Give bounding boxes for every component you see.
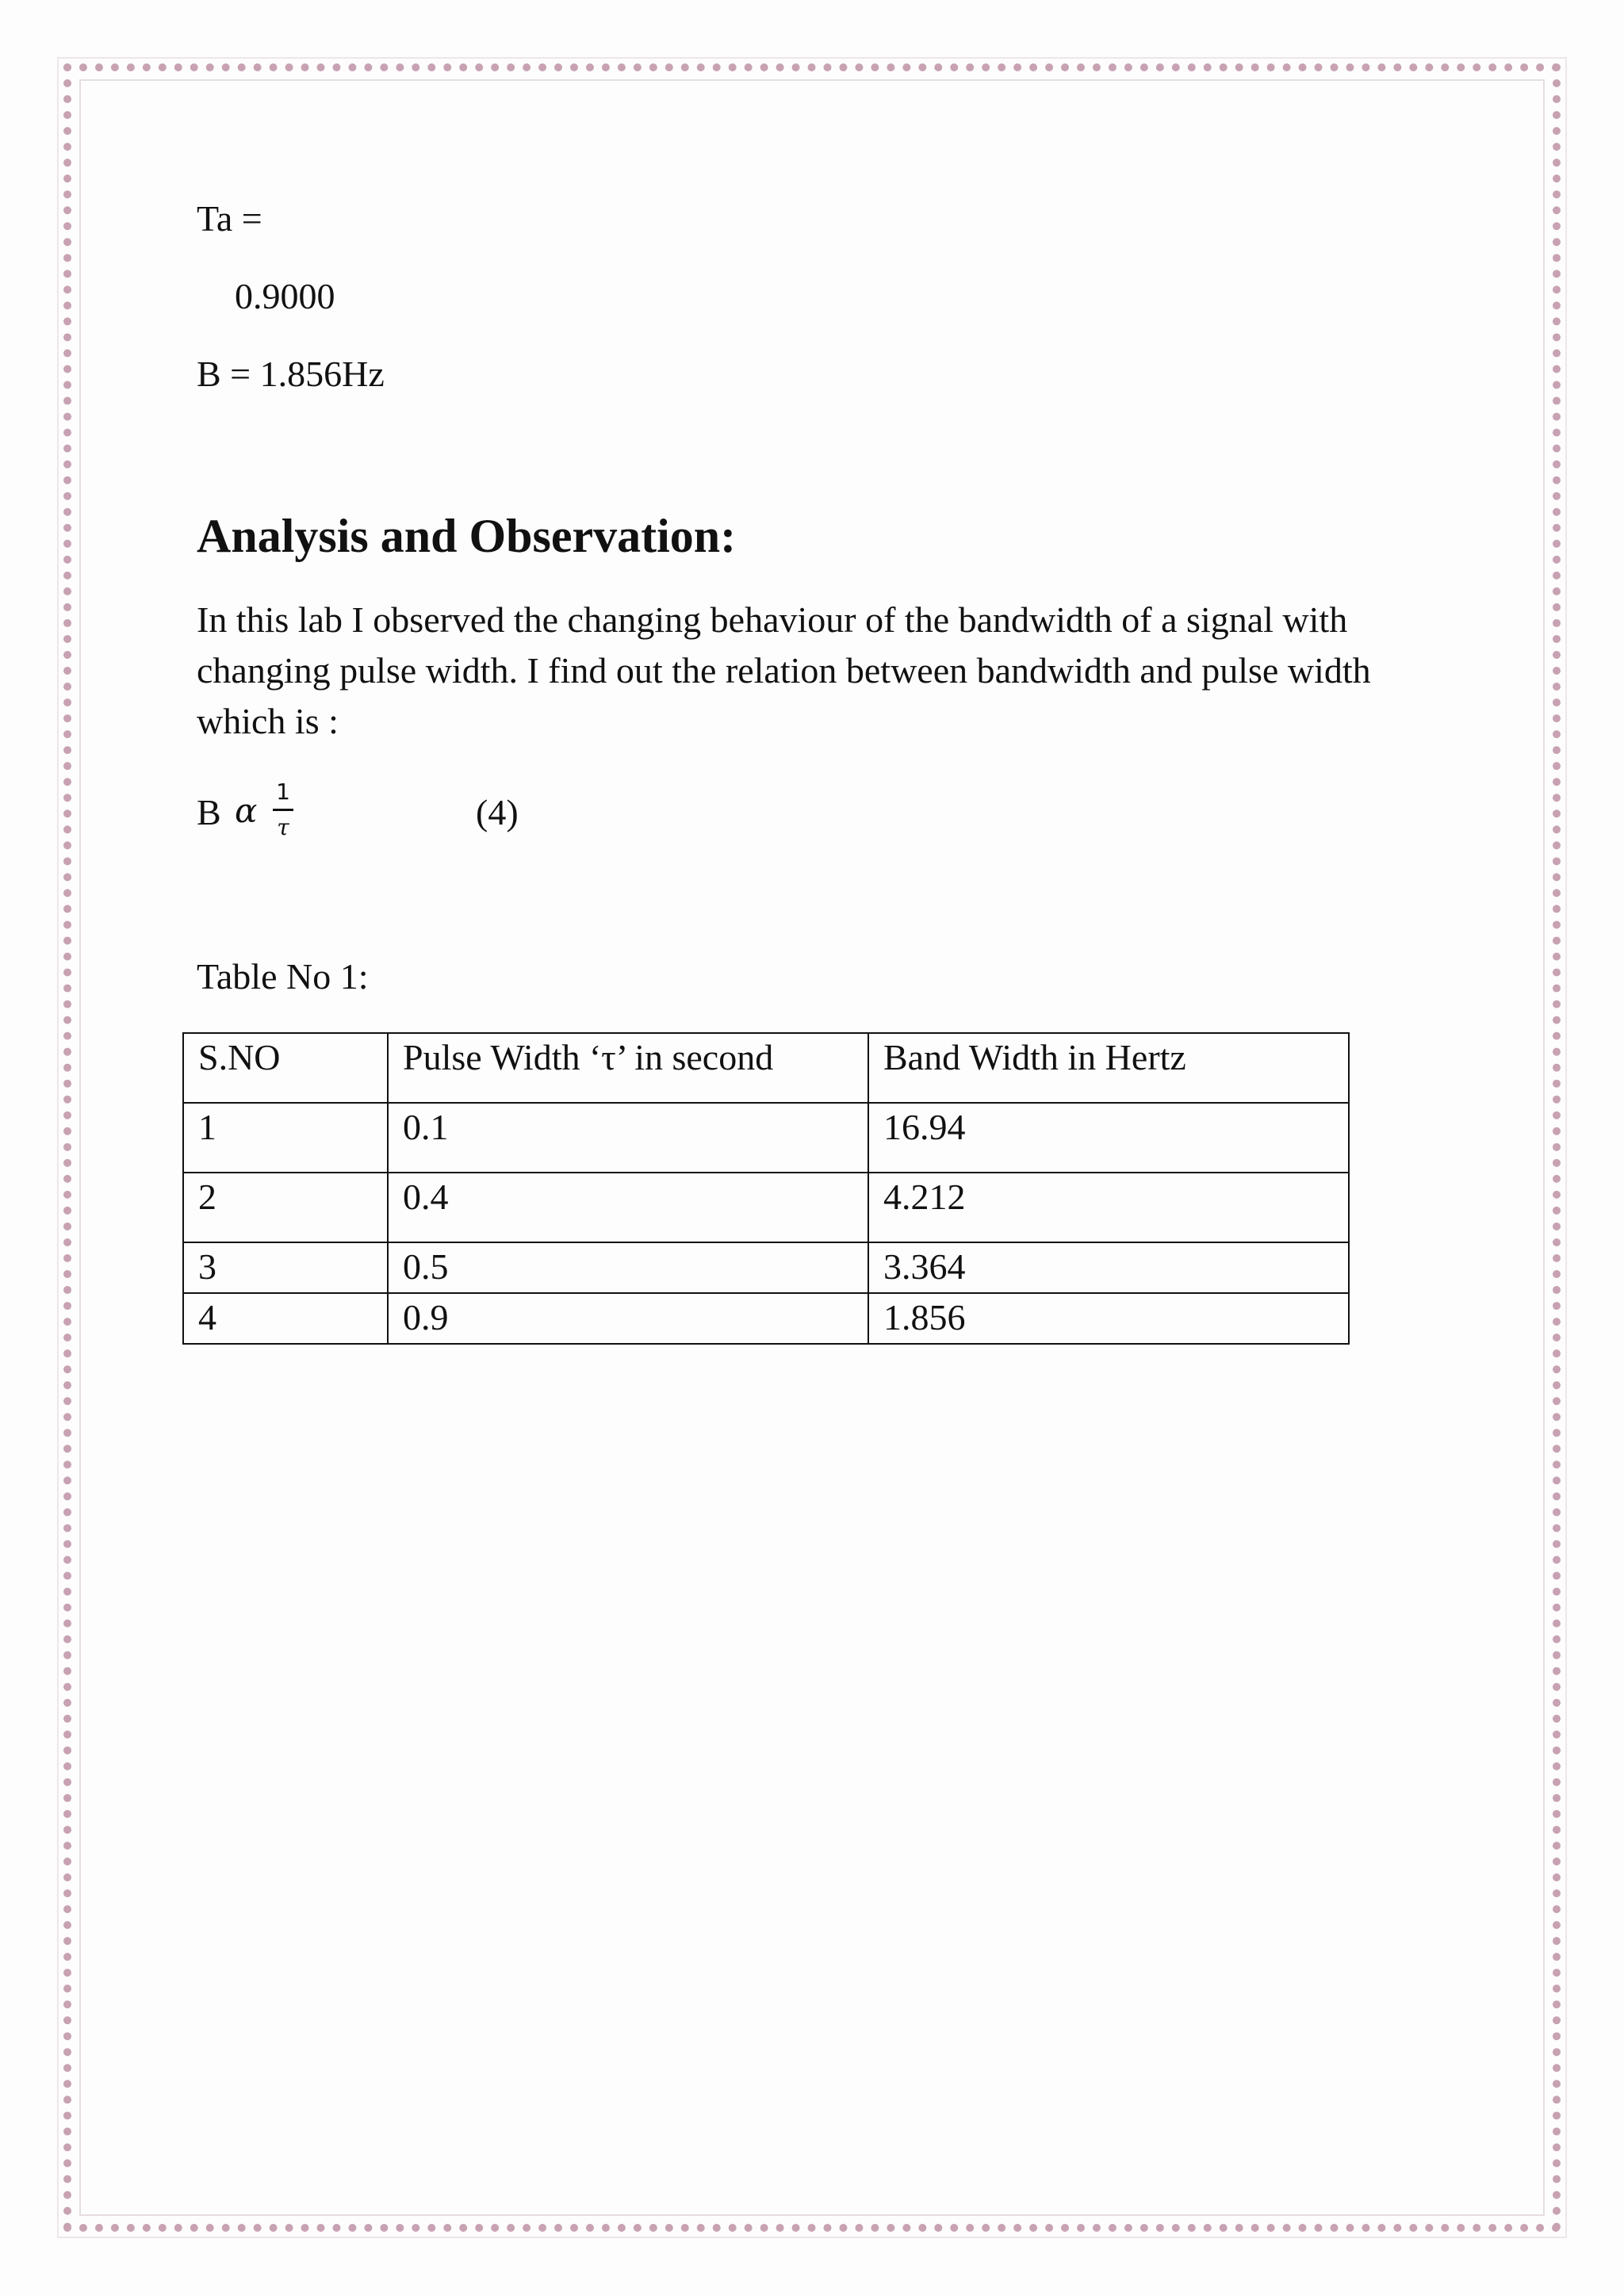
cell-sno: 1: [183, 1103, 388, 1173]
results-table: [182, 1032, 1350, 1345]
cell-bandwidth: 4.212: [868, 1173, 1349, 1242]
cell-sno: 2: [183, 1173, 388, 1242]
header-sno: S.NO: [183, 1033, 388, 1103]
cell-sno: 4: [183, 1293, 388, 1344]
header-pulse-width: Pulse Width ‘τ’ in second: [388, 1033, 868, 1103]
cell-bandwidth: 1.856: [868, 1293, 1349, 1344]
table-caption: Table No 1:: [197, 956, 369, 997]
cell-pulse-width: 0.4: [388, 1173, 868, 1242]
equation-fraction: [270, 779, 297, 841]
cell-bandwidth: 3.364: [868, 1242, 1349, 1293]
fraction-numerator: 1: [276, 779, 290, 805]
cell-pulse-width: 0.1: [388, 1103, 868, 1173]
table-row: [183, 1293, 1349, 1344]
fraction-denominator: τ: [277, 814, 289, 840]
bandwidth-result: B = 1.856Hz: [197, 354, 385, 394]
equation-number: (4): [476, 792, 519, 832]
cell-pulse-width: 0.5: [388, 1242, 868, 1293]
table-header-row: [183, 1033, 1349, 1103]
ta-label: Ta =: [197, 198, 262, 239]
cell-pulse-width: 0.9: [388, 1293, 868, 1344]
ta-value: 0.9000: [235, 276, 335, 316]
equation-lhs: B: [197, 792, 221, 832]
cell-bandwidth: 16.94: [868, 1103, 1349, 1173]
table-row: [183, 1103, 1349, 1173]
cell-sno: 3: [183, 1242, 388, 1293]
observation-paragraph: In this lab I observed the changing behaviour of the bandwidth of a signal with changing pulse width. I find out the relation between bandwidth and pulse width which is :: [197, 599, 1371, 741]
header-bandwidth: Band Width in Hertz: [868, 1033, 1349, 1103]
section-heading: Analysis and Observation:: [197, 510, 737, 562]
table-row: [183, 1242, 1349, 1293]
proportionality-equation: [197, 779, 672, 858]
table-row: [183, 1173, 1349, 1242]
proportional-symbol: α: [235, 791, 258, 830]
fraction-bar: [273, 809, 293, 811]
